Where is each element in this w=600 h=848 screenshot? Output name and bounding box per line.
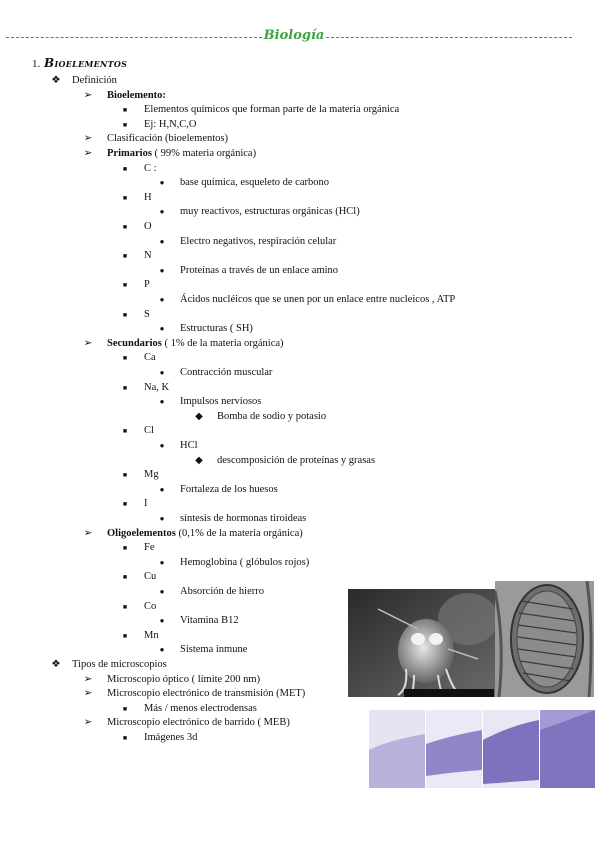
arrow-bullet-icon: ➢	[83, 717, 93, 729]
header-dashed-line-left	[6, 37, 262, 38]
square-bullet-icon: ■	[122, 427, 128, 436]
line-text: muy reactivos, estructuras orgánicas (HCl)	[180, 206, 360, 218]
square-bullet-icon: ■	[122, 193, 128, 202]
sem-micrograph-image	[348, 589, 496, 697]
round-bullet-icon: ●	[159, 587, 165, 596]
square-bullet-icon: ■	[122, 500, 128, 509]
line-text: Na, K	[144, 381, 170, 393]
line-text: Electro negativos, respiración celular	[180, 235, 337, 247]
round-bullet-icon: ●	[159, 178, 165, 188]
line-text: Fortaleza de los huesos	[180, 483, 278, 495]
section-number: 1.	[32, 58, 41, 70]
line-text: S	[144, 308, 150, 320]
line-text: Contracción muscular	[180, 367, 273, 378]
round-bullet-icon: ●	[159, 397, 165, 407]
square-bullet-icon: ■	[122, 704, 128, 713]
line-text: P	[144, 279, 150, 291]
arrow-bullet-icon: ➢	[83, 673, 93, 685]
filled-diamond-bullet-icon: ◆	[195, 454, 203, 466]
line-text: síntesis de hormonas tiroideas	[180, 513, 307, 524]
square-bullet-icon: ■	[122, 120, 128, 129]
square-bullet-icon: ■	[122, 106, 128, 115]
square-bullet-icon: ■	[122, 223, 128, 231]
line-text: Co	[144, 600, 157, 612]
line-text: Cl	[144, 425, 154, 437]
line-text: H	[144, 191, 152, 203]
line-text: N	[144, 250, 152, 262]
round-bullet-icon: ●	[159, 645, 165, 655]
line-text: descomposición de proteínas y grasas	[217, 454, 376, 466]
arrow-bullet-icon: ➢	[83, 89, 93, 101]
page-title: Biología	[263, 28, 325, 43]
line-text: HCl	[180, 440, 198, 451]
header-dashed-line-right	[326, 37, 572, 38]
line-text: Impulsos nerviosos	[180, 396, 262, 408]
line-text: Microscopio electrónico de transmisión (MET)	[107, 688, 306, 700]
line-text: Tipos de microscopios	[72, 659, 167, 670]
round-bullet-icon: ●	[159, 441, 165, 450]
line-text: Hemoglobina ( glóbulos rojos)	[180, 556, 310, 568]
line-text: Ej: H,N,C,O	[144, 118, 197, 130]
line-text: Microscopio electrónico de barrido ( MEB)	[107, 717, 290, 729]
filled-diamond-bullet-icon: ◆	[195, 410, 203, 422]
line-term: Oligoelementos	[107, 527, 176, 539]
line-text: Absorción de hierro	[180, 586, 264, 597]
square-bullet-icon: ■	[122, 383, 128, 392]
diamond-bullet-icon: ❖	[51, 659, 61, 670]
line-text: Vitamina B12	[180, 615, 239, 627]
arrow-bullet-icon: ➢	[83, 527, 93, 539]
arrow-bullet-icon: ➢	[83, 688, 93, 700]
square-bullet-icon: ■	[122, 602, 128, 611]
arrow-bullet-icon: ➢	[83, 133, 93, 145]
page-header	[0, 28, 600, 46]
line-text: I	[144, 498, 148, 510]
square-bullet-icon: ■	[122, 573, 128, 582]
square-bullet-icon: ■	[122, 631, 128, 640]
line-text: Más / menos electrodensas	[144, 702, 257, 714]
line-text: Imágenes 3d	[144, 732, 198, 743]
line-text: Clasificación (bioelementos)	[107, 133, 229, 145]
line-text: ( 99% materia orgánica)	[151, 148, 257, 159]
square-bullet-icon: ■	[122, 164, 128, 173]
line-text: Bomba de sodio y potasio	[217, 410, 327, 422]
round-bullet-icon: ●	[159, 295, 165, 304]
line-text: Microscopio óptico ( límite 200 nm)	[107, 673, 261, 685]
line-text: Proteínas a través de un enlace amino	[180, 264, 339, 276]
square-bullet-icon: ■	[122, 281, 128, 290]
round-bullet-icon: ●	[159, 236, 165, 246]
line-text: Mg	[144, 469, 159, 481]
round-bullet-icon: ●	[159, 265, 165, 275]
line-term: Secundarios	[107, 337, 162, 349]
section-title: Bioelementos	[44, 56, 128, 70]
line-text: O	[144, 221, 152, 232]
arrow-bullet-icon: ➢	[83, 148, 93, 159]
square-bullet-icon: ■	[122, 544, 128, 553]
line-text: C :	[144, 162, 157, 174]
round-bullet-icon: ●	[159, 368, 165, 377]
line-text: Cu	[144, 571, 157, 583]
line-text: base química, esqueleto de carbono	[180, 177, 329, 189]
square-bullet-icon: ■	[122, 354, 128, 363]
line-text: Elementos químicos que forman parte de la materia orgánica	[144, 104, 400, 116]
histology-panels-image	[369, 710, 595, 788]
round-bullet-icon: ●	[159, 484, 165, 494]
square-bullet-icon: ■	[122, 471, 128, 480]
line-text: Ácidos nucléicos que se unen por un enlace entre nucleicos , ATP	[180, 294, 456, 305]
square-bullet-icon: ■	[122, 310, 128, 319]
line-term: Primarios	[107, 148, 152, 159]
diamond-bullet-icon: ❖	[51, 75, 61, 86]
square-bullet-icon: ■	[122, 252, 128, 261]
round-bullet-icon: ●	[159, 557, 165, 567]
line-text: Definición	[72, 75, 117, 86]
line-text: Fe	[144, 542, 155, 554]
round-bullet-icon: ●	[159, 616, 165, 626]
line-term: Bioelemento:	[107, 89, 166, 101]
tem-micrograph-image	[495, 581, 594, 697]
line-text: Sistema inmune	[180, 644, 248, 656]
line-text: Estructuras ( SH)	[180, 323, 253, 335]
square-bullet-icon: ■	[122, 734, 128, 742]
line-text: (0,1% de la materia orgánica)	[175, 527, 303, 539]
round-bullet-icon: ●	[159, 324, 165, 334]
line-text: Ca	[144, 352, 156, 364]
line-text: Mn	[144, 629, 159, 641]
round-bullet-icon: ●	[159, 514, 165, 523]
round-bullet-icon: ●	[159, 207, 165, 217]
arrow-bullet-icon: ➢	[83, 337, 93, 349]
line-text: ( 1% de la materia orgánica)	[161, 337, 284, 349]
